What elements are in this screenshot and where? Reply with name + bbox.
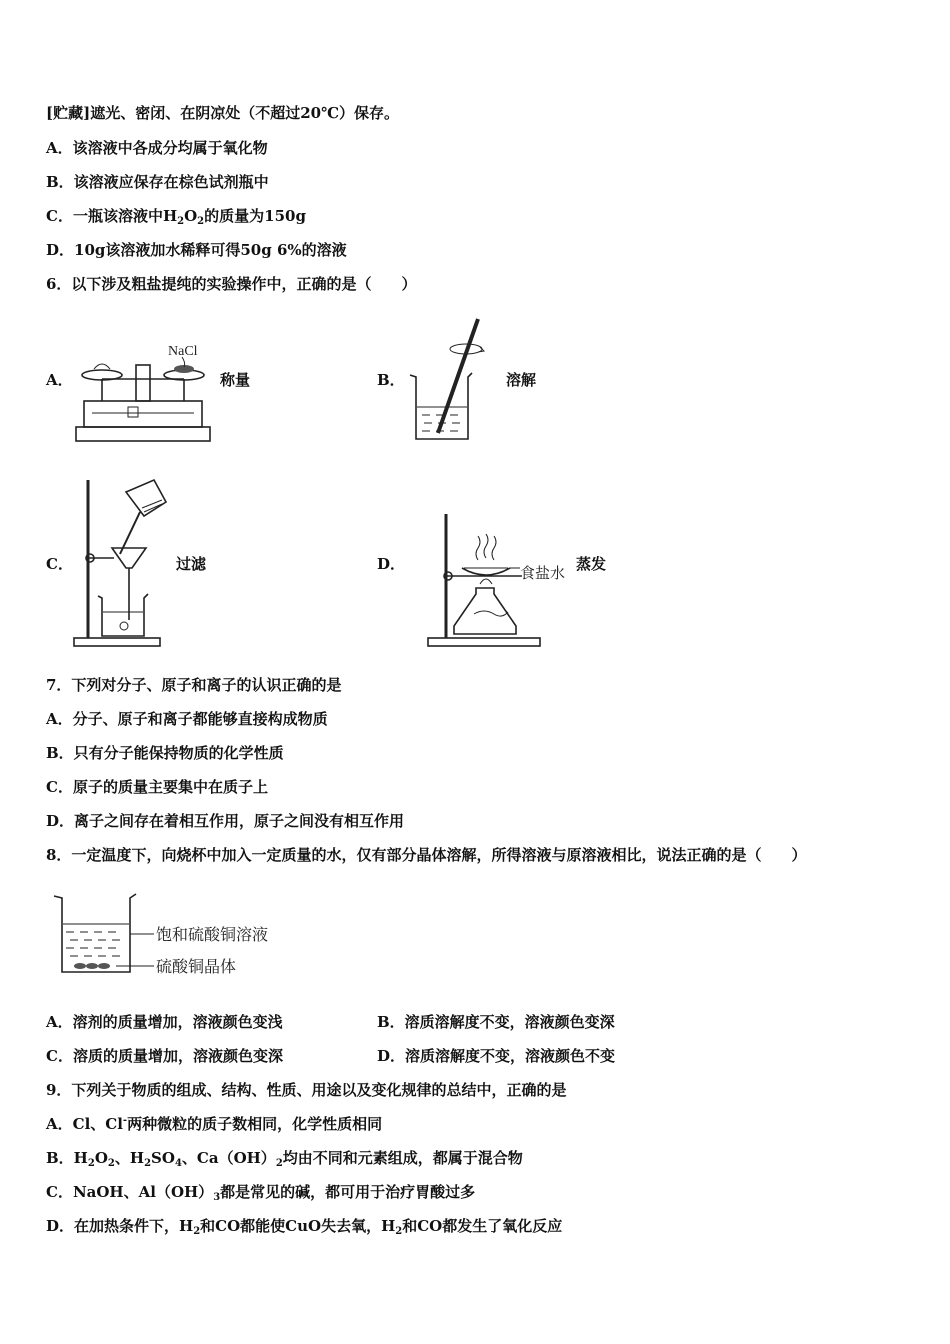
q5-c-sub-1: 2: [177, 216, 185, 227]
q9-stem: 9．下列关于物质的组成、结构、性质、用途以及变化规律的总结中，正确的是: [46, 1081, 567, 1099]
q6-d-label[interactable]: D．: [377, 555, 406, 573]
q7-option-c[interactable]: C．原子的质量主要集中在质子上: [46, 778, 268, 796]
evaporation-illustration: [424, 508, 574, 650]
q6-b-caption: 溶解: [506, 371, 537, 389]
filtration-illustration: [70, 472, 180, 650]
q9-b-s1: 2: [87, 1158, 95, 1169]
q9-b-t5: 、Ca（OH）: [181, 1149, 276, 1167]
q6-c-caption: 过滤: [176, 555, 207, 573]
q9-b-s2: 2: [107, 1158, 115, 1169]
q9-option-a[interactable]: [46, 1113, 382, 1134]
q5-c-text-1: C．一瓶该溶液中H: [46, 207, 178, 225]
q5-c-sub-2: 2: [197, 216, 205, 227]
balance-illustration: [72, 335, 217, 445]
salt-water-label: 食盐水: [520, 564, 566, 582]
q5-option-b[interactable]: B．该溶液应保存在棕色试剂瓶中: [46, 173, 269, 191]
q6-stem: 6．以下涉及粗盐提纯的实验操作中，正确的是（ ）: [46, 275, 417, 293]
q8-option-a[interactable]: A．溶剂的质量增加，溶液颜色变浅: [46, 1013, 283, 1031]
q7-option-d[interactable]: D．离子之间存在着相互作用，原子之间没有相互作用: [46, 812, 405, 830]
q9-c-s1: 3: [213, 1192, 221, 1203]
q9-option-b[interactable]: [46, 1147, 523, 1168]
q5-option-a[interactable]: A．该溶液中各成分均属于氧化物: [46, 139, 268, 157]
q5-option-d[interactable]: D．10g该溶液加水稀释可得50g 6%的溶液: [46, 241, 347, 259]
q9-a-text-1: A．Cl、Cl: [46, 1115, 123, 1133]
dissolve-illustration: [402, 315, 502, 445]
q6-a-caption: 称量: [220, 371, 251, 389]
q9-b-s3: 2: [144, 1158, 152, 1169]
q9-b-s5: 2: [275, 1158, 283, 1169]
nacl-label: NaCl: [168, 344, 198, 359]
q8-stem: 8．一定温度下，向烧杯中加入一定质量的水，仅有部分晶体溶解，所得溶液与原溶液相比，说法正确的是（ ）: [46, 846, 807, 864]
q9-a-text-2: 两种微粒的质子数相同，化学性质相同: [127, 1115, 383, 1133]
q9-b-t4: SO: [151, 1149, 175, 1167]
q6-a-label[interactable]: A．: [46, 371, 73, 389]
q9-d-t2: 和CO都能使CuO失去氧，H: [200, 1217, 396, 1235]
q9-d-t1: D．在加热条件下，H: [46, 1217, 194, 1235]
q5-c-text-2: O: [184, 207, 198, 225]
q7-option-a[interactable]: A．分子、原子和离子都能够直接构成物质: [46, 710, 328, 728]
q6-c-label[interactable]: C．: [46, 555, 73, 573]
q9-b-t3: 、H: [114, 1149, 145, 1167]
q8-option-c[interactable]: C．溶质的质量增加，溶液颜色变深: [46, 1047, 283, 1065]
q9-b-s4: 4: [174, 1158, 182, 1169]
q9-a-sup: -: [122, 1115, 128, 1126]
q8-option-d[interactable]: D．溶质溶解度不变，溶液颜色不变: [377, 1047, 616, 1065]
q5-c-text-3: 的质量为150g: [204, 207, 306, 225]
q8-option-b[interactable]: B．溶质溶解度不变，溶液颜色变深: [377, 1013, 615, 1031]
q9-d-s2: 2: [395, 1226, 403, 1237]
q9-c-t1: C．NaOH、Al（OH）: [46, 1183, 214, 1201]
q5-option-c[interactable]: [46, 205, 306, 226]
q9-d-s1: 2: [193, 1226, 201, 1237]
q7-option-b[interactable]: B．只有分子能保持物质的化学性质: [46, 744, 284, 762]
q9-b-t2: O: [94, 1149, 108, 1167]
saturated-solution-label: 饱和硫酸铜溶液: [156, 925, 269, 944]
q9-c-t2: 都是常见的碱，都可用于治疗胃酸过多: [220, 1183, 476, 1201]
q7-stem: 7．下列对分子、原子和离子的认识正确的是: [46, 676, 342, 694]
copper-sulfate-beaker-illustration: [50, 890, 290, 980]
q6-b-label[interactable]: B．: [377, 371, 405, 389]
q9-option-c[interactable]: [46, 1181, 475, 1202]
q9-b-t6: 均由不同和元素组成，都属于混合物: [282, 1149, 523, 1167]
q9-option-d[interactable]: [46, 1215, 562, 1236]
q6-d-caption: 蒸发: [576, 555, 607, 573]
storage-note: [贮藏]遮光、密闭、在阴凉处（不超过20℃）保存。: [46, 104, 400, 122]
crystal-label: 硫酸铜晶体: [156, 957, 237, 976]
q9-d-t3: 和CO都发生了氧化反应: [402, 1217, 563, 1235]
q9-b-t1: B．H: [46, 1149, 88, 1167]
